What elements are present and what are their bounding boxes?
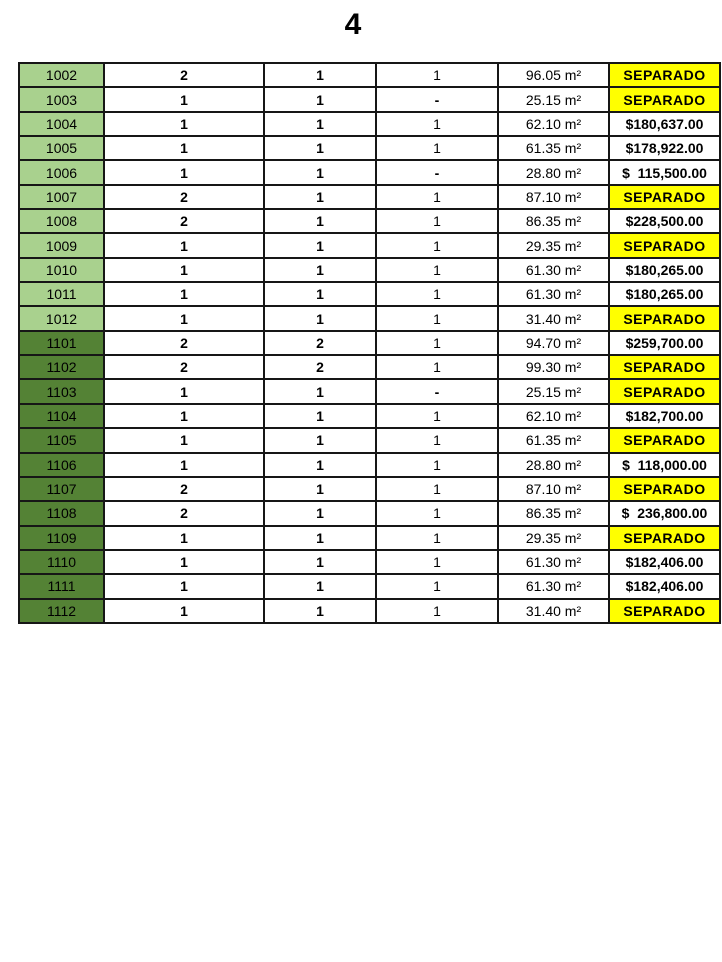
unit-number-cell: 1008 — [19, 209, 104, 233]
count-cell-3: 1 — [376, 258, 498, 282]
price-status-cell: SEPARADO — [609, 233, 720, 257]
unit-number-cell: 1107 — [19, 477, 104, 501]
table-body — [19, 63, 720, 623]
unit-number-cell: 1003 — [19, 87, 104, 111]
unit-number-cell: 1009 — [19, 233, 104, 257]
unit-number-cell: 1011 — [19, 282, 104, 306]
area-cell: 99.30 m² — [498, 355, 609, 379]
area-cell: 61.30 m² — [498, 574, 609, 598]
count-cell-2: 1 — [264, 453, 376, 477]
area-cell: 31.40 m² — [498, 599, 609, 623]
count-cell-3: 1 — [376, 404, 498, 428]
table-row — [19, 112, 720, 136]
count-cell-1: 1 — [104, 306, 264, 330]
count-cell-2: 1 — [264, 160, 376, 184]
count-cell-2: 1 — [264, 306, 376, 330]
table-row — [19, 599, 720, 623]
area-cell: 61.30 m² — [498, 282, 609, 306]
count-cell-1: 1 — [104, 136, 264, 160]
count-cell-2: 1 — [264, 209, 376, 233]
area-cell: 62.10 m² — [498, 112, 609, 136]
price-status-cell: SEPARADO — [609, 63, 720, 87]
count-cell-2: 1 — [264, 574, 376, 598]
unit-number-cell: 1012 — [19, 306, 104, 330]
count-cell-3: 1 — [376, 185, 498, 209]
count-cell-1: 1 — [104, 599, 264, 623]
count-cell-2: 1 — [264, 404, 376, 428]
area-cell: 28.80 m² — [498, 453, 609, 477]
area-cell: 86.35 m² — [498, 209, 609, 233]
count-cell-3: 1 — [376, 233, 498, 257]
count-cell-1: 1 — [104, 160, 264, 184]
area-cell: 25.15 m² — [498, 87, 609, 111]
price-status-cell: $180,637.00 — [609, 112, 720, 136]
count-cell-2: 1 — [264, 136, 376, 160]
count-cell-1: 2 — [104, 477, 264, 501]
table-row — [19, 136, 720, 160]
price-status-cell: SEPARADO — [609, 306, 720, 330]
count-cell-3: 1 — [376, 331, 498, 355]
price-status-cell: $182,406.00 — [609, 550, 720, 574]
count-cell-1: 1 — [104, 258, 264, 282]
count-cell-3: 1 — [376, 282, 498, 306]
count-cell-2: 1 — [264, 428, 376, 452]
unit-number-cell: 1101 — [19, 331, 104, 355]
count-cell-2: 1 — [264, 258, 376, 282]
count-cell-1: 1 — [104, 87, 264, 111]
count-cell-3: 1 — [376, 306, 498, 330]
count-cell-1: 1 — [104, 574, 264, 598]
area-cell: 31.40 m² — [498, 306, 609, 330]
count-cell-3: 1 — [376, 112, 498, 136]
unit-number-cell: 1005 — [19, 136, 104, 160]
table-row — [19, 550, 720, 574]
count-cell-2: 1 — [264, 87, 376, 111]
table-row — [19, 501, 720, 525]
table-row — [19, 355, 720, 379]
area-cell: 29.35 m² — [498, 526, 609, 550]
price-status-cell: $182,406.00 — [609, 574, 720, 598]
table-row — [19, 453, 720, 477]
unit-number-cell: 1004 — [19, 112, 104, 136]
count-cell-2: 1 — [264, 63, 376, 87]
price-status-cell: SEPARADO — [609, 87, 720, 111]
price-status-cell: $180,265.00 — [609, 282, 720, 306]
area-cell: 28.80 m² — [498, 160, 609, 184]
count-cell-1: 1 — [104, 453, 264, 477]
area-cell: 61.35 m² — [498, 428, 609, 452]
count-cell-3: - — [376, 87, 498, 111]
count-cell-3: 1 — [376, 599, 498, 623]
table-row — [19, 233, 720, 257]
unit-number-cell: 1106 — [19, 453, 104, 477]
count-cell-3: 1 — [376, 526, 498, 550]
table-row — [19, 379, 720, 403]
unit-number-cell: 1010 — [19, 258, 104, 282]
count-cell-1: 2 — [104, 209, 264, 233]
count-cell-2: 2 — [264, 331, 376, 355]
table-row — [19, 428, 720, 452]
count-cell-3: 1 — [376, 209, 498, 233]
area-cell: 62.10 m² — [498, 404, 609, 428]
table-row — [19, 331, 720, 355]
table-row — [19, 282, 720, 306]
area-cell: 86.35 m² — [498, 501, 609, 525]
unit-number-cell: 1006 — [19, 160, 104, 184]
count-cell-1: 1 — [104, 550, 264, 574]
count-cell-1: 1 — [104, 112, 264, 136]
count-cell-3: 1 — [376, 428, 498, 452]
unit-number-cell: 1112 — [19, 599, 104, 623]
count-cell-3: 1 — [376, 136, 498, 160]
count-cell-2: 1 — [264, 233, 376, 257]
count-cell-1: 2 — [104, 185, 264, 209]
unit-number-cell: 1111 — [19, 574, 104, 598]
count-cell-2: 1 — [264, 599, 376, 623]
table-row — [19, 258, 720, 282]
price-status-cell: SEPARADO — [609, 355, 720, 379]
count-cell-3: 1 — [376, 63, 498, 87]
table-row — [19, 87, 720, 111]
count-cell-3: 1 — [376, 355, 498, 379]
unit-number-cell: 1109 — [19, 526, 104, 550]
table-row — [19, 526, 720, 550]
table-row — [19, 574, 720, 598]
count-cell-2: 1 — [264, 501, 376, 525]
unit-number-cell: 1105 — [19, 428, 104, 452]
count-cell-1: 1 — [104, 526, 264, 550]
price-status-cell: $ 236,800.00 — [609, 501, 720, 525]
unit-number-cell: 1108 — [19, 501, 104, 525]
count-cell-3: 1 — [376, 574, 498, 598]
count-cell-1: 1 — [104, 233, 264, 257]
price-status-cell: SEPARADO — [609, 185, 720, 209]
count-cell-2: 1 — [264, 185, 376, 209]
price-status-cell: SEPARADO — [609, 477, 720, 501]
table-row — [19, 306, 720, 330]
count-cell-3: 1 — [376, 550, 498, 574]
price-status-cell: $180,265.00 — [609, 258, 720, 282]
count-cell-1: 1 — [104, 379, 264, 403]
count-cell-2: 1 — [264, 282, 376, 306]
price-status-cell: $ 115,500.00 — [609, 160, 720, 184]
area-cell: 96.05 m² — [498, 63, 609, 87]
table-row — [19, 477, 720, 501]
price-status-cell: SEPARADO — [609, 526, 720, 550]
count-cell-2: 1 — [264, 550, 376, 574]
count-cell-2: 1 — [264, 379, 376, 403]
table-row — [19, 209, 720, 233]
area-cell: 94.70 m² — [498, 331, 609, 355]
page-title: 4 — [344, 8, 362, 41]
price-status-cell: SEPARADO — [609, 379, 720, 403]
count-cell-1: 1 — [104, 404, 264, 428]
area-cell: 29.35 m² — [498, 233, 609, 257]
unit-number-cell: 1002 — [19, 63, 104, 87]
count-cell-1: 1 — [104, 282, 264, 306]
count-cell-3: 1 — [376, 477, 498, 501]
table-row — [19, 185, 720, 209]
unit-number-cell: 1104 — [19, 404, 104, 428]
area-cell: 61.30 m² — [498, 550, 609, 574]
count-cell-3: - — [376, 160, 498, 184]
unit-number-cell: 1102 — [19, 355, 104, 379]
count-cell-1: 2 — [104, 331, 264, 355]
table-row — [19, 160, 720, 184]
unit-price-table — [18, 62, 721, 624]
table-row — [19, 404, 720, 428]
count-cell-1: 2 — [104, 63, 264, 87]
price-status-cell: $ 118,000.00 — [609, 453, 720, 477]
area-cell: 61.30 m² — [498, 258, 609, 282]
price-status-cell: SEPARADO — [609, 599, 720, 623]
count-cell-2: 1 — [264, 526, 376, 550]
count-cell-1: 1 — [104, 428, 264, 452]
count-cell-3: 1 — [376, 453, 498, 477]
unit-number-cell: 1103 — [19, 379, 104, 403]
count-cell-2: 2 — [264, 355, 376, 379]
unit-number-cell: 1110 — [19, 550, 104, 574]
count-cell-2: 1 — [264, 477, 376, 501]
price-status-cell: $178,922.00 — [609, 136, 720, 160]
count-cell-1: 2 — [104, 355, 264, 379]
price-status-cell: $259,700.00 — [609, 331, 720, 355]
count-cell-2: 1 — [264, 112, 376, 136]
area-cell: 87.10 m² — [498, 477, 609, 501]
area-cell: 61.35 m² — [498, 136, 609, 160]
price-status-cell: SEPARADO — [609, 428, 720, 452]
count-cell-1: 2 — [104, 501, 264, 525]
price-status-cell: $182,700.00 — [609, 404, 720, 428]
table-row — [19, 63, 720, 87]
count-cell-3: - — [376, 379, 498, 403]
price-status-cell: $228,500.00 — [609, 209, 720, 233]
count-cell-3: 1 — [376, 501, 498, 525]
area-cell: 25.15 m² — [498, 379, 609, 403]
area-cell: 87.10 m² — [498, 185, 609, 209]
unit-number-cell: 1007 — [19, 185, 104, 209]
